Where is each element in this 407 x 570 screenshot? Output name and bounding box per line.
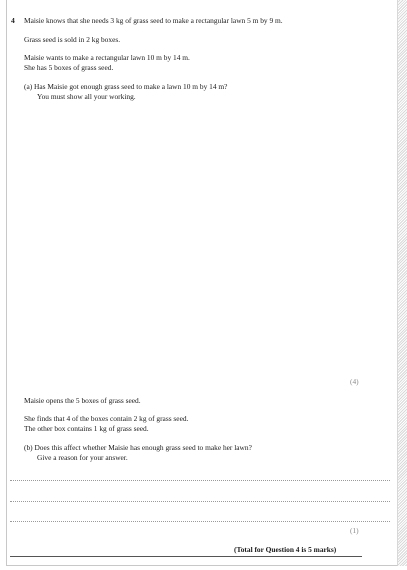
sold-in-text: Grass seed is sold in 2 kg boxes. (24, 35, 121, 44)
answer-line-2[interactable] (10, 501, 390, 502)
question-intro: Maisie knows that she needs 3 kg of grass seed to make a rectangular lawn 5 m by 9 m. (24, 16, 283, 25)
answer-line-1[interactable] (10, 480, 390, 481)
answer-line-3[interactable] (10, 521, 390, 522)
part-a-question: (a) Has Maisie got enough grass seed to make a lawn 10 m by 14 m? (24, 82, 228, 91)
part-b-marks: (1) (350, 526, 359, 535)
wants-text-line1: Maisie wants to make a rectangular lawn 10 m by 14 m. (24, 53, 190, 62)
total-marks: (Total for Question 4 is 5 marks) (234, 545, 337, 554)
finds-text-line1: She finds that 4 of the boxes contain 2 kg of grass seed. (24, 414, 189, 423)
part-a-instruction: You must show all your working. (37, 92, 136, 101)
question-number: 4 (11, 16, 15, 25)
part-b-instruction: Give a reason for your answer. (37, 453, 128, 462)
part-b-question: (b) Does this affect whether Maisie has enough grass seed to make her lawn? (24, 443, 252, 452)
finds-text-line2: The other box contains 1 kg of grass seed. (24, 424, 149, 433)
part-a-marks: (4) (350, 377, 359, 386)
margin-hatch (398, 0, 407, 566)
total-rule (10, 556, 362, 557)
wants-text-line2: She has 5 boxes of grass seed. (24, 63, 114, 72)
working-space[interactable] (24, 104, 384, 372)
opens-text: Maisie opens the 5 boxes of grass seed. (24, 396, 141, 405)
